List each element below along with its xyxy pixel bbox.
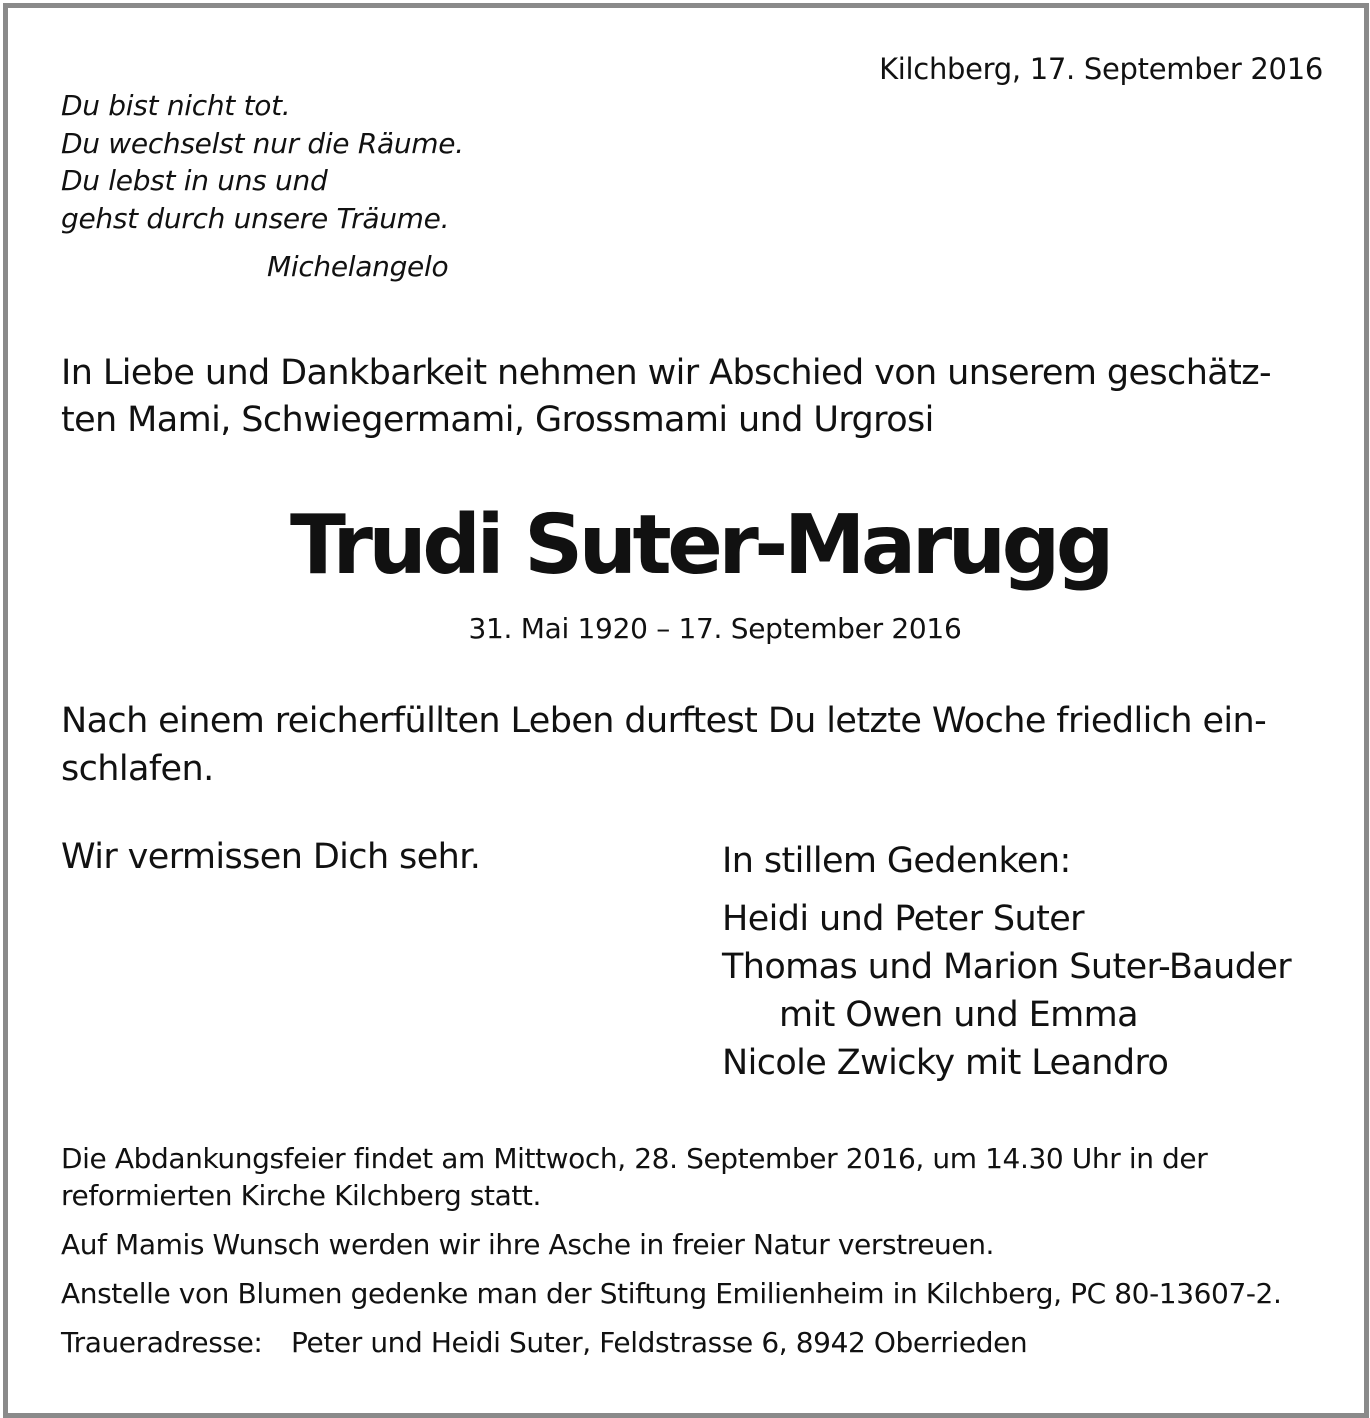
ashes-note: Auf Mamis Wunsch werden wir ihre Asche in freier Natur verstreuen.: [61, 1228, 995, 1261]
mourners-block: [722, 837, 1291, 1087]
donation-note: Anstelle von Blumen gedenke man der Stiftung Emilienheim in Kilchberg, PC 80-13607-2.: [61, 1277, 1282, 1310]
mourner-line: Nicole Zwicky mit Leandro: [722, 1043, 1169, 1083]
quote-line: Du lebst in uns und: [61, 164, 328, 198]
mourner-line: mit Owen und Emma: [779, 995, 1138, 1035]
quote-line: gehst durch unsere Träume.: [61, 202, 450, 236]
intro-line: ten Mami, Schwiegermami, Grossmami und Urgrosi: [61, 400, 934, 440]
intro-text: [61, 350, 1271, 444]
address-value: Peter und Heidi Suter, Feldstrasse 6, 8942 Oberrieden: [291, 1326, 1028, 1359]
miss-text: Wir vermissen Dich sehr.: [61, 837, 481, 877]
intro-line: In Liebe und Dankbarkeit nehmen wir Abschied von unserem geschätz-: [61, 353, 1272, 393]
passage-text: [61, 697, 1266, 793]
address-line: [61, 1324, 1281, 1361]
quote-author: Michelangelo: [267, 250, 449, 283]
passage-line: Nach einem reicherfüllten Leben durftest Du letzte Woche friedlich ein-: [61, 701, 1267, 741]
ceremony-line: reformierten Kirche Kilchberg statt.: [61, 1179, 542, 1212]
quote-line: Du wechselst nur die Räume.: [61, 126, 464, 160]
ceremony-line: Die Abdankungsfeier findet am Mittwoch, 28. September 2016, um 14.30 Uhr in der: [61, 1142, 1208, 1175]
mourner-line: Thomas und Marion Suter-Bauder: [722, 947, 1292, 987]
life-dates: 31. Mai 1920 – 17. September 2016: [468, 612, 962, 645]
place-date: Kilchberg, 17. September 2016: [879, 52, 1323, 86]
mourners-heading: In stillem Gedenken:: [722, 841, 1071, 881]
deceased-name: Trudi Suter-Marugg: [290, 498, 1110, 593]
notes-block: [61, 1140, 1281, 1361]
address-label: Traueradresse:: [61, 1326, 263, 1359]
quote-line: Du bist nicht tot.: [61, 89, 291, 122]
mourner-line: Heidi und Peter Suter: [722, 899, 1084, 939]
quote: [61, 87, 464, 238]
passage-line: schlafen.: [61, 749, 214, 789]
